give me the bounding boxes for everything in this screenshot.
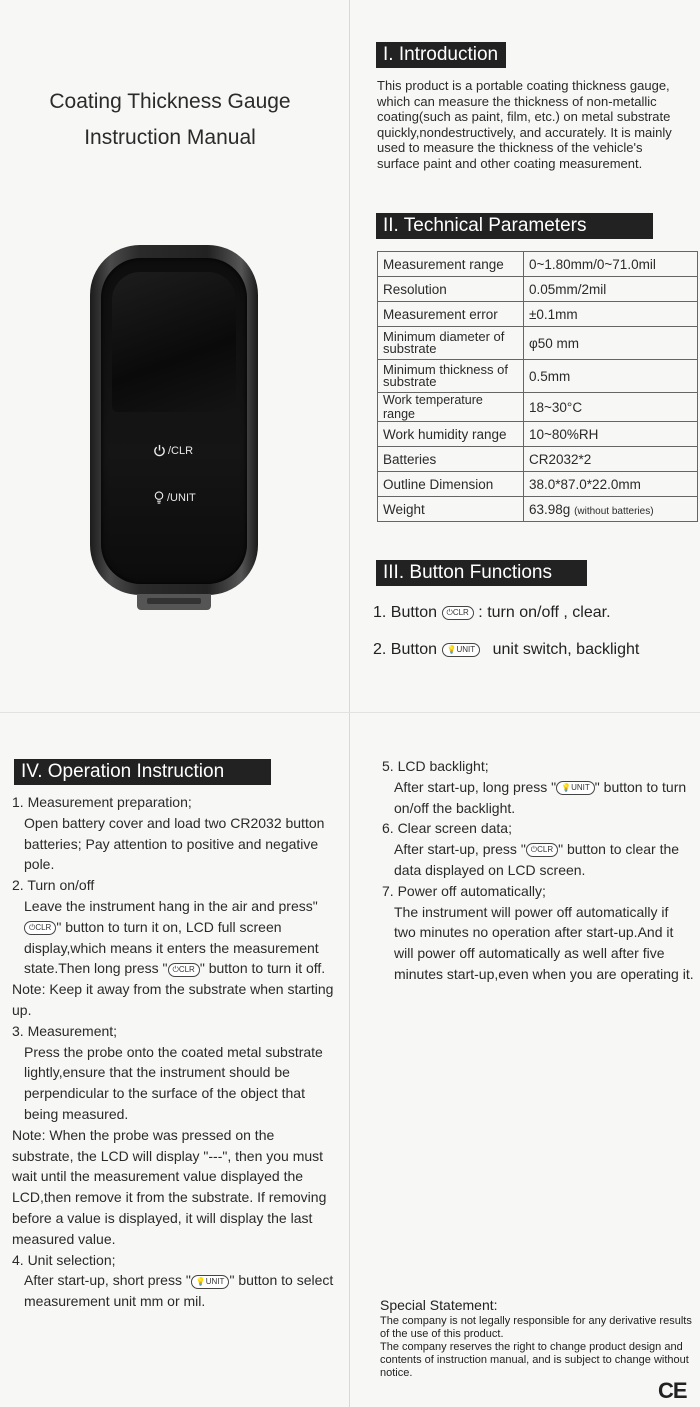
step-text-part: " button to turn on/off the backlight. <box>394 778 687 816</box>
device-probe <box>137 594 211 610</box>
param-value: 38.0*87.0*22.0mm <box>524 472 698 497</box>
param-label: Work humidity range <box>378 422 524 447</box>
param-label: Minimum diameter of substrate <box>378 327 524 360</box>
step-text-part: Leave the instrument hang in the air and press" <box>24 897 318 914</box>
device-power-button <box>153 444 193 457</box>
bulb-unit-button-icon: 💡UNIT <box>442 643 481 657</box>
step-title: 1. Measurement preparation; <box>12 794 192 810</box>
step-text <box>12 896 334 979</box>
param-value: 0.05mm/2mil <box>524 277 698 302</box>
introduction-heading: I. Introduction <box>376 42 506 68</box>
cover-title-line1: Coating Thickness Gauge <box>49 90 291 113</box>
cover-title-line2: Instruction Manual <box>84 126 256 149</box>
step-text: Open battery cover and load two CR2032 button batteries; Pay attention to positive and negative pole. <box>24 814 325 873</box>
param-value: ±0.1mm <box>524 302 698 327</box>
param-value: φ50 mm <box>524 327 698 360</box>
pill-label: CLR <box>35 923 52 933</box>
step-text-part: " button to select measurement unit mm or mil. <box>24 1272 334 1310</box>
table-row <box>378 302 698 327</box>
table-row <box>378 422 698 447</box>
param-label: Measurement range <box>378 252 524 277</box>
device-unit-label: /UNIT <box>167 491 196 504</box>
table-row <box>378 252 698 277</box>
operation-column-left <box>12 792 334 1312</box>
ce-mark: CE <box>658 1378 687 1403</box>
button-function-item <box>373 641 639 659</box>
button-item-prefix: 2. Button <box>373 641 438 658</box>
bulb-unit-button-icon: 💡UNIT <box>191 1275 230 1289</box>
step-text: The instrument will power off automatically if two minutes no operation after start-up.And it will power off automatically as well after five minutes start-up,even when you are operating it. <box>394 903 694 982</box>
page-fold-vertical <box>349 0 350 1407</box>
step-text <box>382 777 694 819</box>
param-value: 63.98g <box>529 501 571 517</box>
pill-label: CLR <box>452 607 469 617</box>
special-statement-text-1: The company is not legally responsible for any derivative results of the use of this product. <box>380 1315 692 1340</box>
pill-label: CLR <box>537 845 554 855</box>
param-value: 10~80%RH <box>524 422 698 447</box>
table-row <box>378 497 698 522</box>
table-row <box>378 393 698 422</box>
special-statement-text-2: The company reserves the right to change product design and contents of instruction manual, and is subject to change without notice. <box>380 1341 689 1379</box>
pill-label: UNIT <box>205 1276 225 1286</box>
button-item-text: : turn on/off , clear. <box>478 604 611 621</box>
table-row <box>378 472 698 497</box>
button-function-item <box>373 604 611 622</box>
buttons-heading: III. Button Functions <box>376 560 587 586</box>
step-title: 5. LCD backlight; <box>382 758 489 774</box>
button-item-text: unit switch, backlight <box>492 641 640 658</box>
step-text <box>382 839 694 881</box>
step-title: 7. Power off automatically; <box>382 882 546 899</box>
step-text: Press the probe onto the coated metal substrate lightly,ensure that the instrument should be perpendicular to the surface of the object that being measured. <box>24 1043 323 1122</box>
step-text-part: After start-up, long press " <box>394 778 557 795</box>
param-value: 18~30°C <box>524 393 698 422</box>
power-clr-button-icon: ⏻CLR <box>442 606 474 620</box>
step-text-part: " button to clear the data displayed on LCD screen. <box>394 841 680 878</box>
device-power-label: /CLR <box>168 444 194 457</box>
table-row <box>378 447 698 472</box>
param-label: Work temperature range <box>378 393 524 422</box>
param-label: Weight <box>378 497 524 522</box>
step-title: 3. Measurement; <box>12 1022 118 1039</box>
pill-label: UNIT <box>571 783 590 793</box>
step-title: 6. Clear screen data; <box>382 820 512 837</box>
param-label: Batteries <box>378 447 524 472</box>
step-text-part: After start-up, short press " <box>24 1272 191 1289</box>
step-text <box>12 1270 334 1312</box>
device-unit-button <box>153 491 196 504</box>
param-value: 0~1.80mm/0~71.0mil <box>524 252 698 277</box>
operation-heading: IV. Operation Instruction <box>14 759 271 785</box>
param-value: 0.5mm <box>524 360 698 393</box>
power-icon <box>153 444 166 457</box>
pill-label: UNIT <box>456 644 476 654</box>
technical-heading: II. Technical Parameters <box>376 213 653 239</box>
step-title: 4. Unit selection; <box>12 1251 116 1268</box>
step-text-part: " button to turn it off. <box>199 960 326 977</box>
bulb-unit-button-icon: 💡UNIT <box>556 781 595 795</box>
step-title: 2. Turn on/off <box>12 877 95 894</box>
table-row <box>378 360 698 393</box>
param-value: CR2032*2 <box>524 447 698 472</box>
power-clr-button-icon: ⏻CLR <box>24 921 56 935</box>
introduction-text: This product is a portable coating thickness gauge, which can measure the thickness of non-metallic coating(such as paint, film, etc.) on metal substrate quickly,nondestructively, and accurately. It is mainly used to measure the thickness of the vehicle's surface paint and other coating measurement. <box>377 78 672 171</box>
param-label: Measurement error <box>378 302 524 327</box>
bulb-icon <box>153 491 165 504</box>
table-row <box>378 327 698 360</box>
pill-label: CLR <box>178 964 195 974</box>
note-text: Note: Keep it away from the substrate when starting up. <box>12 981 334 1018</box>
technical-parameters-table <box>377 251 698 522</box>
operation-column-right <box>382 756 694 985</box>
param-label: Minimum thickness of substrate <box>378 360 524 393</box>
power-clr-button-icon: ⏻CLR <box>526 843 558 857</box>
param-label: Outline Dimension <box>378 472 524 497</box>
param-value-note: (without batteries) <box>574 505 654 517</box>
power-clr-button-icon: ⏻CLR <box>168 963 200 977</box>
device-screen <box>112 272 236 412</box>
button-item-prefix: 1. Button <box>373 604 438 621</box>
param-value-cell <box>524 497 698 522</box>
step-text-part: After start-up, press " <box>394 841 526 858</box>
step-text-part: " button to turn it on, LCD full screen display,which means it enters the measurement state.Then long press " <box>24 918 319 977</box>
note-text: Note: When the probe was pressed on the substrate, the LCD will display "---", then you must wait until the measurement value displayed the LCD,then remove it from the substrate. If removing before a value is displayed, it will display the last measured value. <box>12 1126 327 1247</box>
page-fold-horizontal <box>0 712 700 713</box>
special-statement-title: Special Statement: <box>380 1297 498 1313</box>
table-row <box>378 277 698 302</box>
param-label: Resolution <box>378 277 524 302</box>
